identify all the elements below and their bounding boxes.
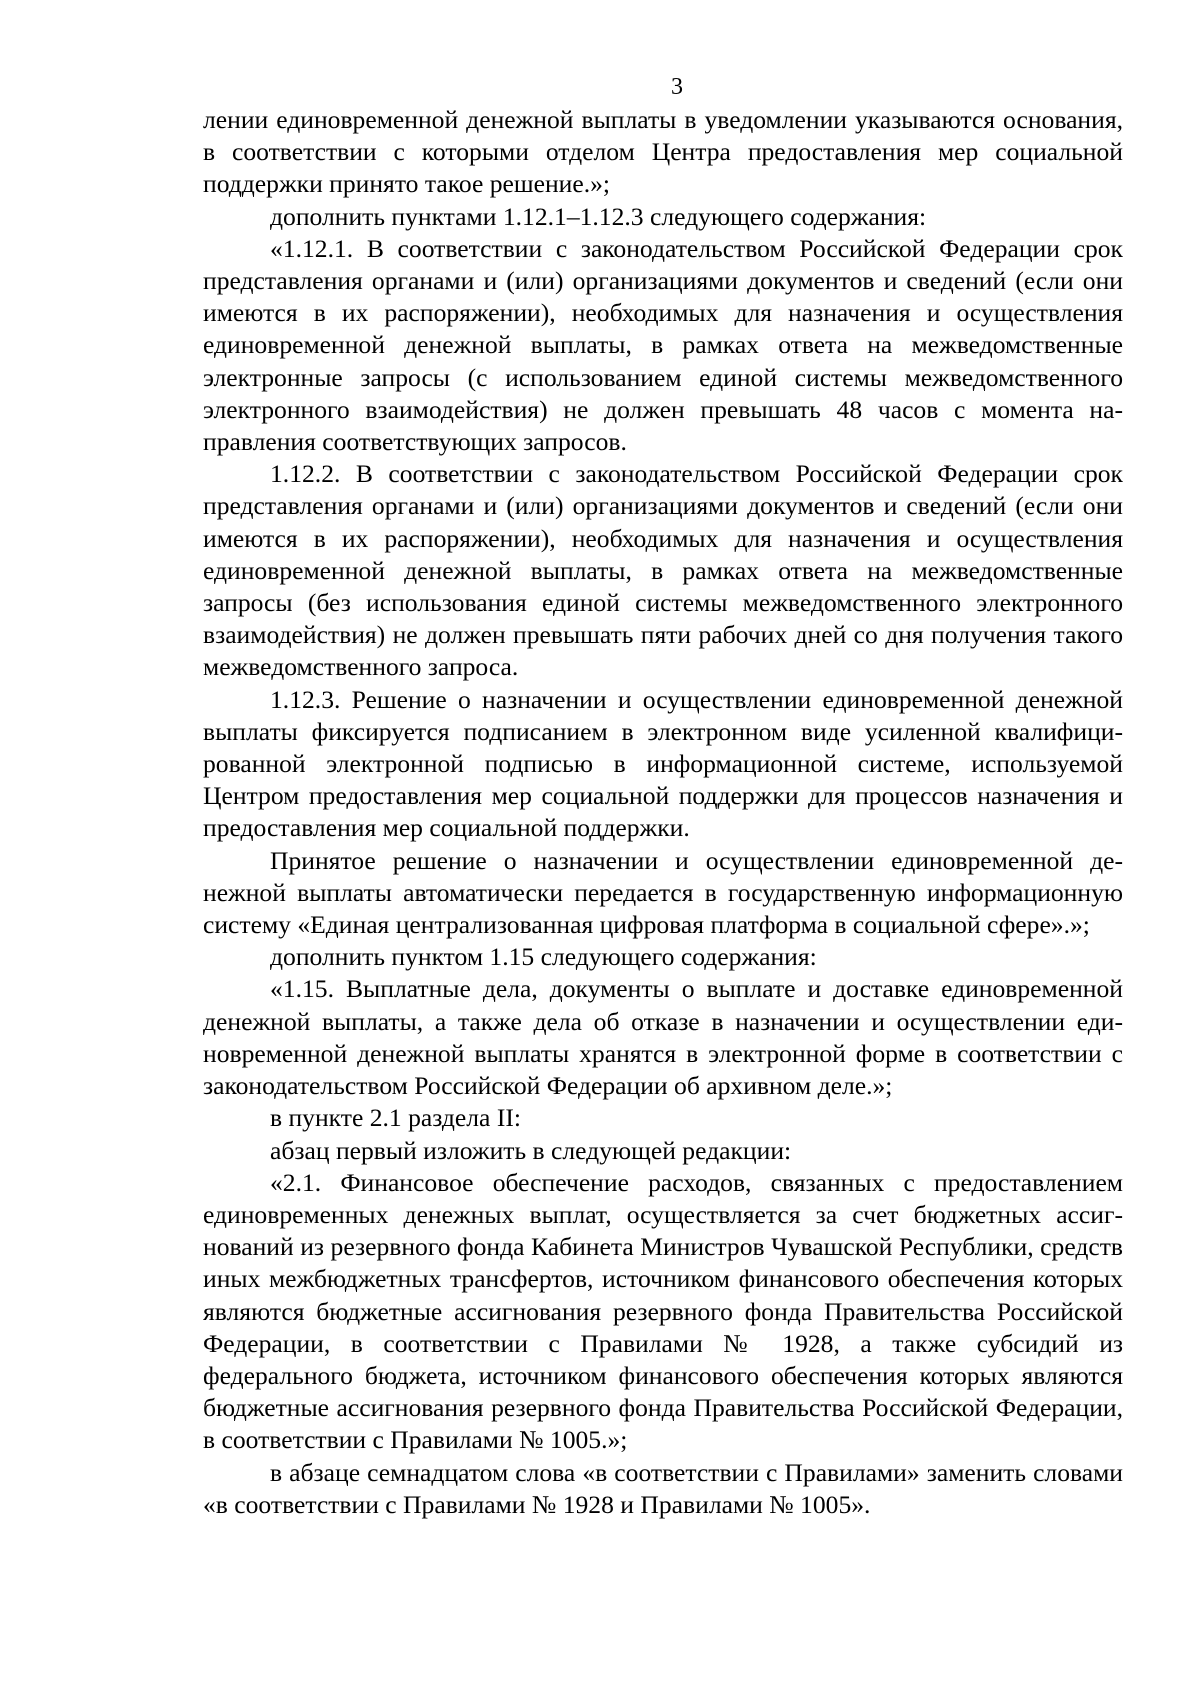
paragraph: в пункте 2.1 раздела II:	[270, 1103, 521, 1133]
paragraph: «2.1. Финансовое обеспечение расходов, связанных с предоставлением единовременных денежных выплат, осуществляется за счет бюджетных ассигнований из резервного фонда Кабинета Министров Чувашской Республики, средств иных межбюджетных трансфертов, источником финансового обеспечения которых являются бюджетные ассигнования резервного фонда Правительства Российской Федерации, в соответствии с Правилами № 1928, а также субсидий из федерального бюджета, источником финансового обеспечения которых являются бюджетные ассигнования резервного фонда Правительства Российской Федерации, в соответствии с Правилами № 1005.»;	[203, 1167, 1123, 1455]
paragraph: абзац первый изложить в следующей редакции:	[270, 1135, 792, 1165]
page-number: 3	[671, 74, 683, 100]
paragraph: «1.15. Выплатные дела, документы о выплате и доставке единовременной денежной выплаты, а также дела об отказе в назначении и осуществлении единовременной денежной выплаты хранятся в электронной форме в соответствии с законодательством Российской Федерации об архивном деле.»;	[203, 974, 1123, 1101]
document-body	[203, 104, 1123, 1521]
paragraph: Принятое решение о назначении и осуществлении единовременной денежной выплаты автоматически передается в государственную информационную систему «Единая централизованная цифровая платформа в социальной сфере».»;	[203, 845, 1123, 940]
paragraph: 1.12.2. В соответствии с законодательством Российской Федерации срок представления органами и (или) организациями документов и сведений (если они имеются в их распоряжении), необходимых для назначения и осуществления единовременной денежной выплаты, в рамках ответа на межведомственные запросы (без использования единой системы межведомственного электронного взаимодействия) не должен превышать пяти рабочих дней со дня получения такого межведомственного запроса.	[203, 459, 1123, 682]
paragraph: «1.12.1. В соответствии с законодательством Российской Федерации срок представления органами и (или) организациями документов и сведений (если они имеются в их распоряжении), необходимых для назначения и осуществления единовременной денежной выплаты, в рамках ответа на межведомственные электронные запросы (с использованием единой системы межведомственного электронного взаимодействия) не должен превышать 48 часов с момента направления соответствующих запросов.	[203, 233, 1123, 457]
paragraph: 1.12.3. Решение о назначении и осуществлении единовременной денежной выплаты фиксируется подписанием в электронном виде усиленной квалифицированной электронной подписью в информационной системе, используемой Центром предоставления мер социальной поддержки для процессов назначения и предоставления мер социальной поддержки.	[203, 684, 1123, 843]
paragraph: дополнить пунктом 1.15 следующего содержания:	[270, 942, 817, 972]
paragraph: дополнить пунктами 1.12.1–1.12.3 следующего содержания:	[270, 201, 927, 231]
paragraph: в абзаце семнадцатом слова «в соответствии с Правилами» заменить словами «в соответствии с Правилами № 1928 и Правилами № 1005».	[203, 1457, 1123, 1519]
document-page	[203, 72, 1123, 1521]
paragraph: лении единовременной денежной выплаты в уведомлении указываются основания, в соответствии с которыми отделом Центра предоставления мер социальной поддержки принято такое решение.»;	[203, 105, 1123, 199]
